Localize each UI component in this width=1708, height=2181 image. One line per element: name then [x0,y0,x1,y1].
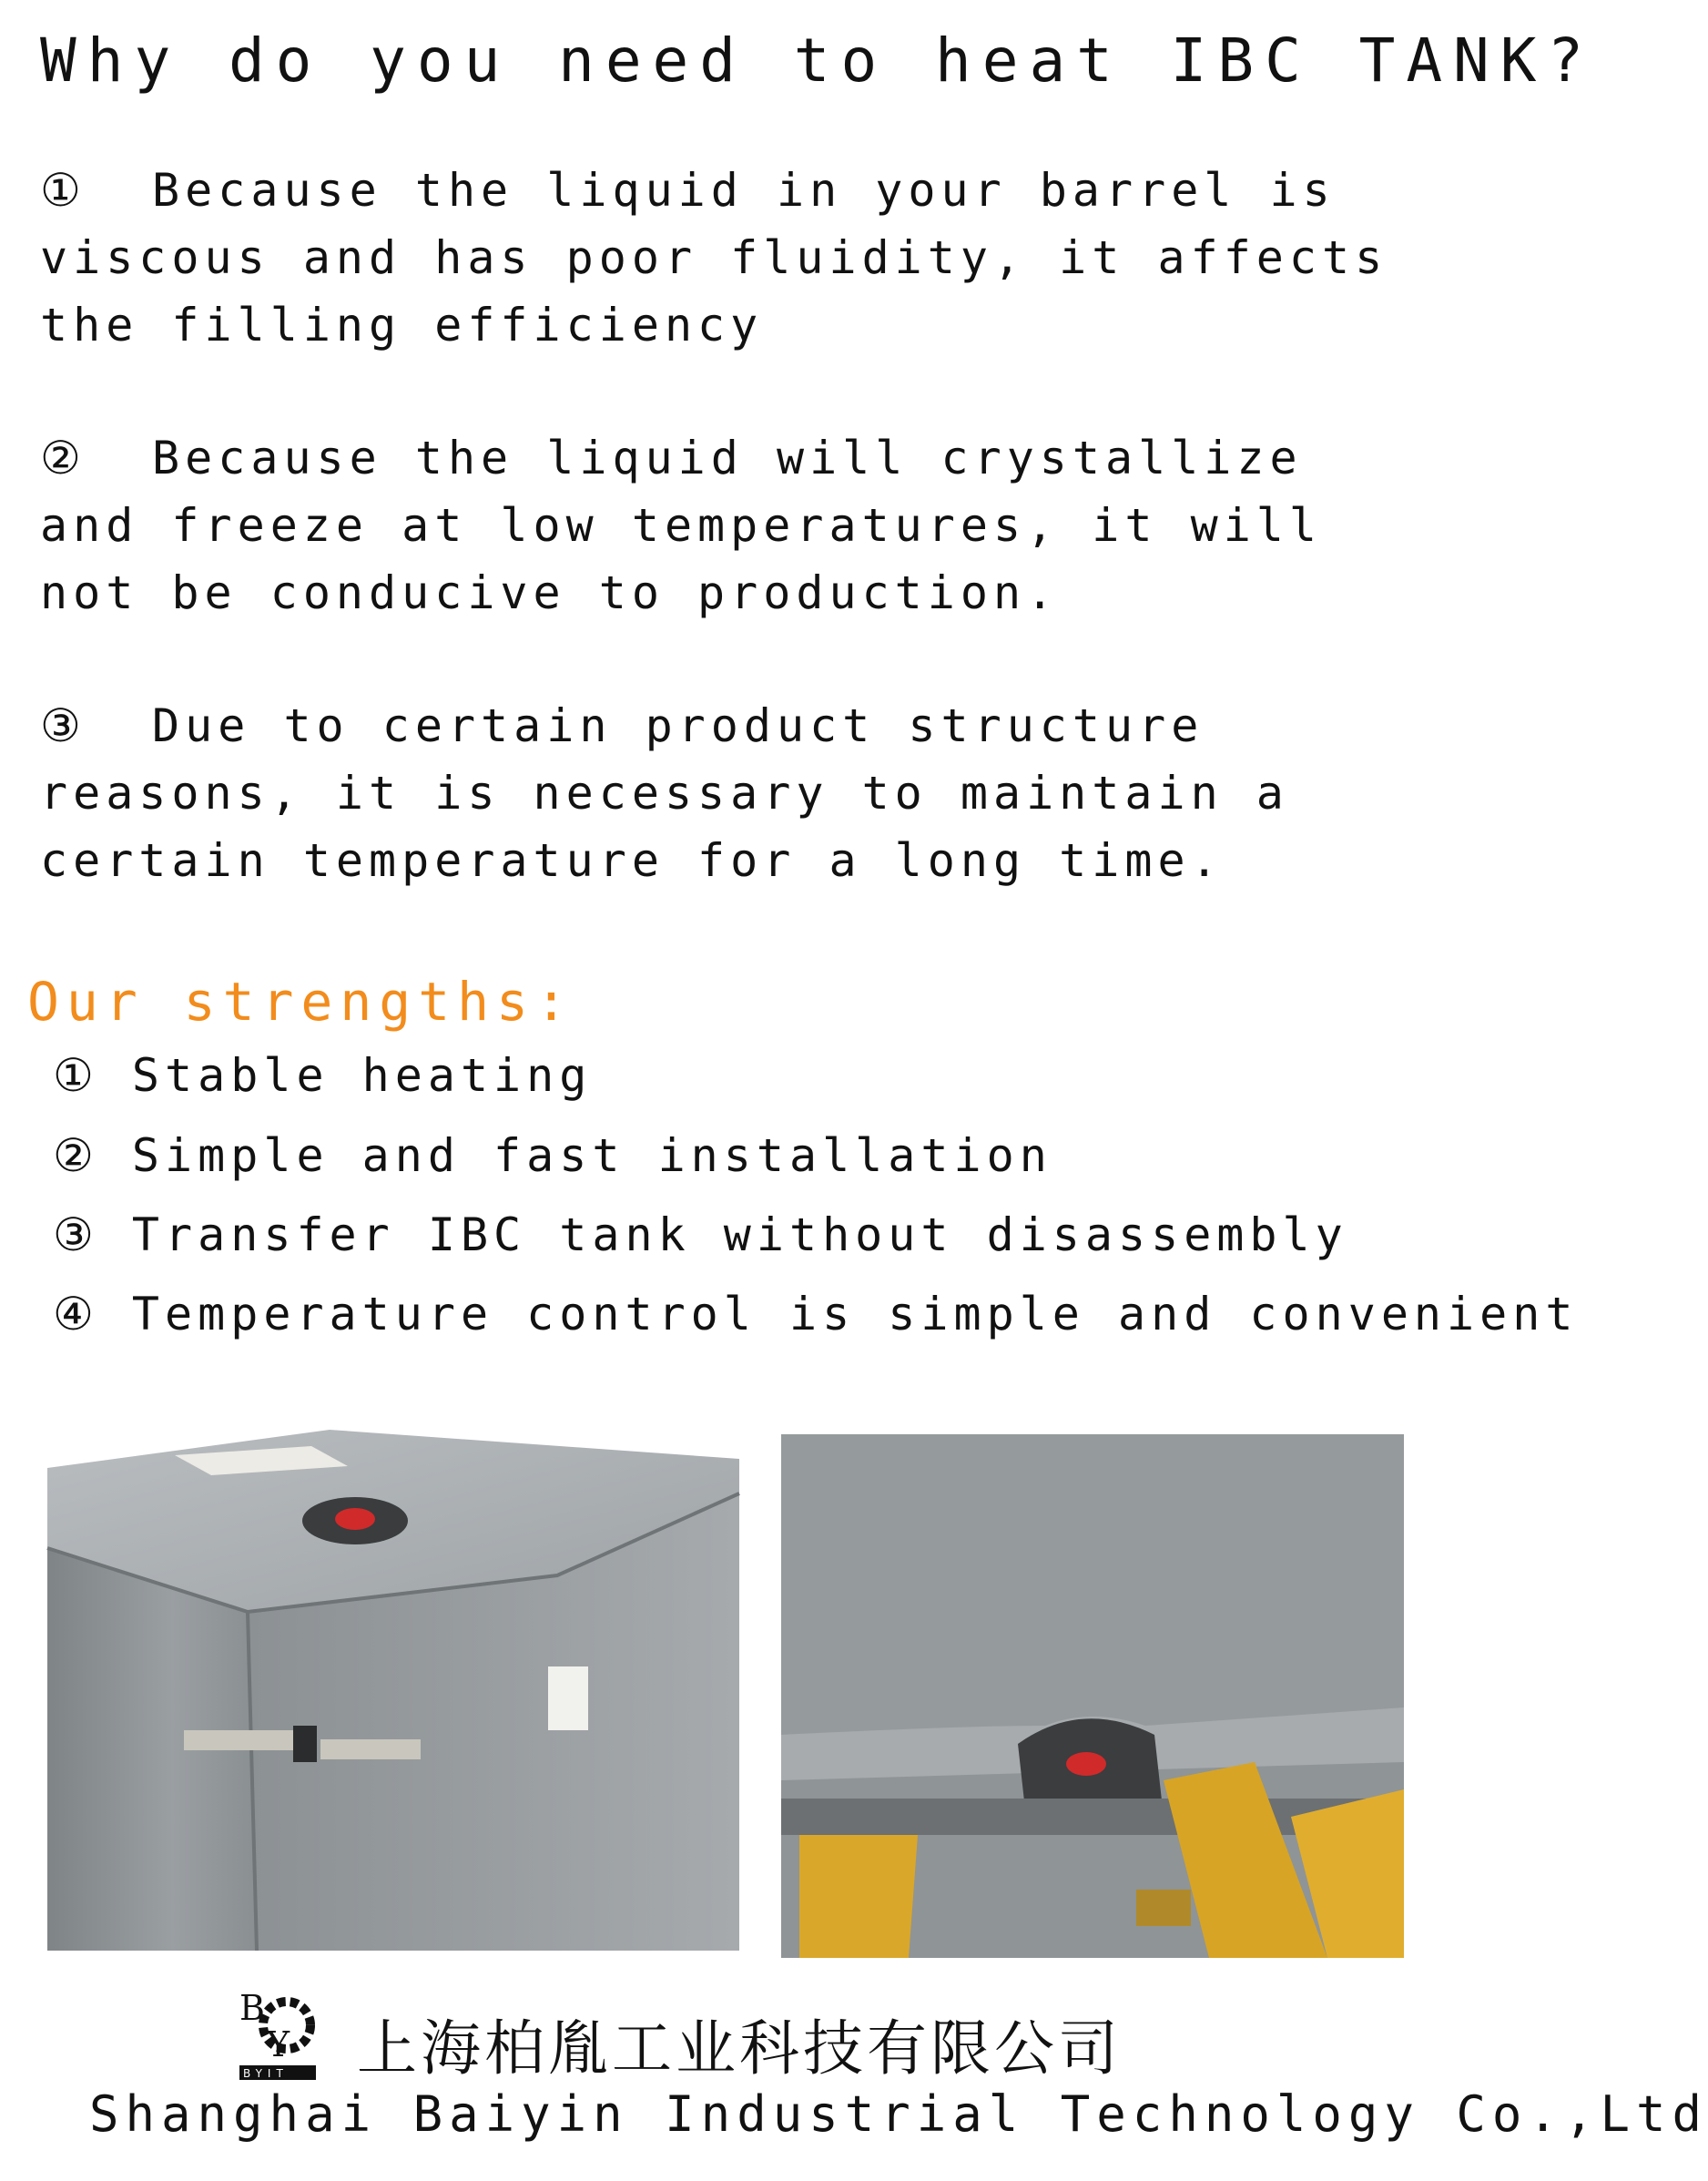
reason-paragraph-1: ① Because the liquid in your barrel is viscous and has poor fluidity, it affects the filling efficiency [40,164,1421,352]
svg-text:Y: Y [267,2024,290,2064]
strength-item-2: ② Simple and fast installation [53,1129,1052,1182]
reason-paragraph-3: ③ Due to certain product structure reasons, it is necessary to maintain a certain temperature for a long time. [40,699,1323,887]
strength-item-4: ④ Temperature control is simple and convenient [53,1288,1579,1340]
logo-text: BYIT [243,2067,289,2080]
svg-text:B: B [239,1988,265,2028]
photo-ibc-jacket-bottom-valve [781,1434,1404,1958]
reason-paragraph-2: ② Because the liquid will crystallize and freeze at low temperatures, it will not be conducive to production. [40,432,1356,619]
company-name-chinese: 上海柏胤工业科技有限公司 [357,2013,1122,2084]
strength-item-3: ③ Transfer IBC tank without disassembly [53,1208,1348,1261]
photo-ibc-jacket-overview [47,1393,744,1951]
strength-item-1: ① Stable heating [53,1049,593,1102]
page-title: Why do you need to heat IBC TANK? [40,25,1595,96]
company-logo [232,1983,323,2084]
strengths-heading: Our strengths: [27,971,574,1033]
company-name-english: Shanghai Baiyin Industrial Technology Co.,Ltd [89,2085,1708,2143]
